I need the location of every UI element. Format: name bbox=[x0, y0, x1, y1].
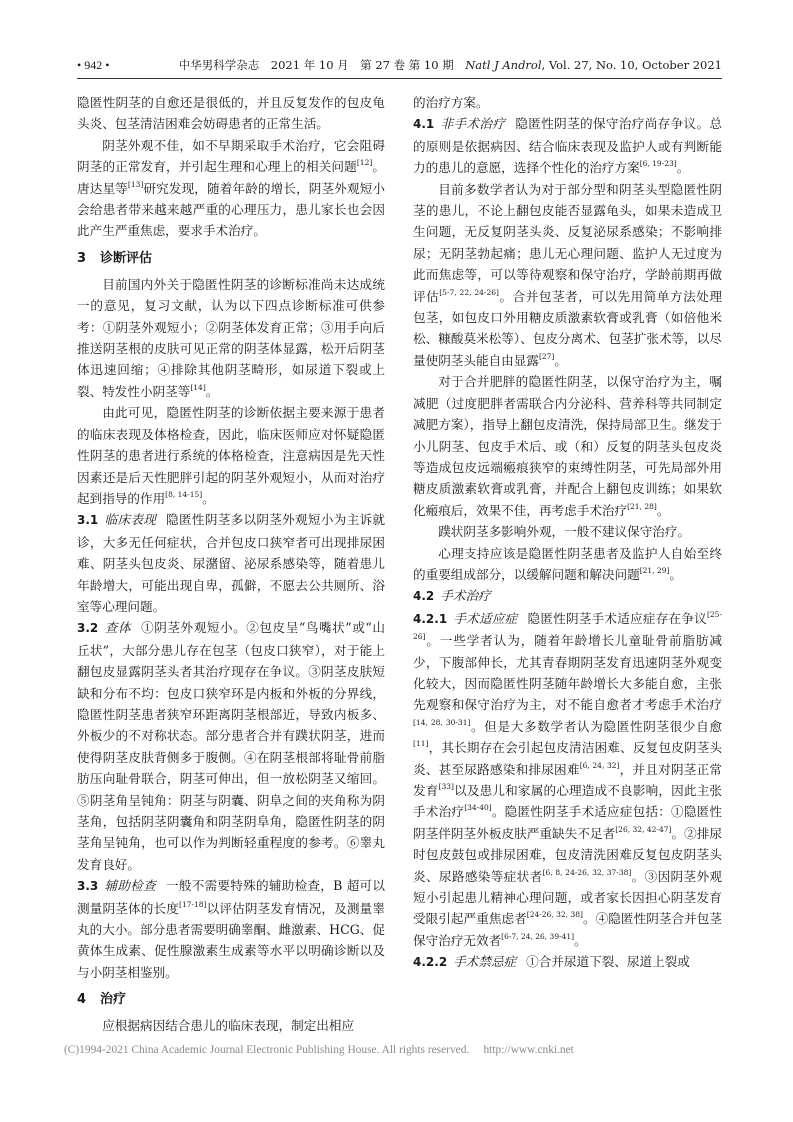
journal-info bbox=[179, 54, 722, 76]
copyright-footer: (C)1994-2021 China Academic Journal Electronic Publishing House. All rights reserved. http://www.cnki.net bbox=[64, 1044, 574, 1056]
subsection-paragraph: 4.1 非手术治疗 隐匿性阴茎的保守治疗尚存争议。总的原则是依据病因、结合临床表现及监护人或有判断能力的患儿的意愿，选择个性化的治疗方案[6, 19-23]。 bbox=[413, 116, 723, 176]
subsection-title: 非手术治疗 bbox=[440, 116, 506, 132]
journal-en: Natl J Androl bbox=[465, 58, 542, 72]
citation: [12] bbox=[356, 158, 373, 168]
citation: [21, 29] bbox=[639, 565, 670, 575]
subsection-paragraph: 3.1 临床表现 隐匿性阴茎多以阴茎外观短小为主诉就诊，大多无任何症状，合并包皮口狭窄者可出现排尿困难、阴茎头包皮炎、尿潴留、泌尿系感染等，随着患儿年龄增大，可能出现自卑，孤僻，不愿去公共厕所、浴室等心理问题。 bbox=[77, 512, 386, 614]
citation: [21, 28] bbox=[627, 501, 657, 511]
subsection-paragraph: 3.3 辅助检查 一般不需要特殊的辅助检查，B 超可以测量阴茎体的长度[17-18]以评估阴茎发育情况，及测量睾丸的大小。部分患者需要明确睾酮、雌激素、HCG、促黄体生成素、促性腺激素生成素等水平以明确诊断以及与小阴茎相鉴别。 bbox=[77, 878, 386, 980]
paragraph: 目前多数学者认为对于部分型和阴茎头型隐匿性阴茎的患儿，不论上翻包皮能否显露龟头，如果未造成卫生问题，无反复阴茎头炎、反复泌尿系感染；不影响排尿；无阴茎勃起痛；患儿无心理问题、监护人无过度为此而焦虑等，可以等待观察和保守治疗，学龄前期再做评估[5-7, 22, 24-26]。合并包茎者，可以先用简单方法处理包茎，如包皮口外用糖皮质激素软膏或乳膏（如倍他米松、糠酸莫米松等）、包皮分离术、包茎扩张术等，以尽量使阴茎头能自由显露[27]。 bbox=[413, 181, 722, 368]
paragraph: 应根据病因结合患儿的临床表现，制定出相应 bbox=[102, 1018, 355, 1034]
paragraph: 由此可见，隐匿性阴茎的诊断依据主要来源于患者的临床表现及体格检查，因此，临床医师应对怀疑隐匿性阴茎的患者进行系统的体格检查，注意病因是先天性因素还是后天性肥胖引起的阴茎外观短小，从而对治疗起到指导的作用[8, 14-15]。 bbox=[77, 405, 385, 506]
citation: [8, 14-15] bbox=[165, 489, 203, 499]
journal-volume: , Vol. 27, No. 10, October 2021 bbox=[541, 58, 722, 72]
citation: [11] bbox=[413, 739, 429, 749]
subsection-paragraph: 3.2 查体 ①阴茎外观短小。②包皮呈“鸟嘴状”或“山丘状”，大部分患儿存在包茎（包皮口狭窄），对于能上翻包皮显露阴茎头者其治疗现存在争议。③阴茎皮肤短缺和分布不均：包皮口狭窄环是内板和外板的分界线，隐匿性阴茎患者狭窄环距离阴茎根部近，导致内板多、外板少的不对称状态。部分患者合并有蹼状阴茎，进而使得阴茎皮肤背侧多于腹侧。④在阴茎根部将耻骨前脂肪压向耻骨联合，阴茎可伸出，但一放松阴茎又缩回。⑤阴茎角呈钝角：阴茎与阴囊、阴阜之间的夹角称为阴茎角，包括阴茎阴囊角和阴茎阴阜角，隐匿性阴茎的阴茎角呈钝角，也可以作为判断轻重程度的参考。⑥睾丸发育良好。 bbox=[77, 620, 385, 872]
citation: [13] bbox=[127, 179, 144, 189]
citation: [24-26, 32, 38] bbox=[526, 910, 583, 920]
paragraph: 阴茎外观不佳，如不早期采取手术治疗，它会阻碍阴茎的正常发育，并引起生理和心理上的相关问题[12]。唐达星等[13]研究发现，随着年龄的增长，阴茎外观短小会给患者带来越来越严重的心理压力，患儿家长也会因此产生严重焦虑，要求手术治疗。 bbox=[77, 137, 386, 239]
citation: [33] bbox=[438, 782, 454, 791]
subsection-paragraph: 4.2.1 手术适应症 隐匿性阴茎手术适应症存在争议[25-26]。一些学者认为，随着年龄增长儿童耻骨前脂肪减少，下腹部伸长，尤其青春期阴茎发育迅速阴茎外观变化较大，因而隐匿性阴茎随年龄增长大多能自愈，主张先观察和保守治疗为主，对不能自愈者才考虑手术治疗[14, 28, 30-31]。但是大多数学者认为隐匿性阴茎很少自愈[11]，其长期存在会引起包皮清洁困难、反复包皮阴茎头炎、甚至尿路感染和排尿困难[6, 24, 32]，并且对阴茎正常发育[33]以及患儿和家属的心理造成不良影响，因此主张手术治疗[34-40]。隐匿性阴茎手术适应症包括：①隐匿性阴茎伴阴茎外板皮肤严重缺失不足者[26, 32, 42-47]。②排尿时包皮鼓包或排尿困难，包皮清洗困难反复包皮阴茎头炎、尿路感染等症状者[6, 8, 24-26, 32, 37-38]。③因阴茎外观短小引起患儿精神心理问题，或者家长因担心阴茎发育受限引起严重焦虑者[24-26, 32, 38]。④隐匿性阴茎合并包茎保守治疗无效者[6-7, 24, 26, 39-41]。 bbox=[413, 609, 723, 948]
subsection-paragraph: 4.2.2 手术禁忌症 ①合并尿道下裂、尿道上裂或 bbox=[413, 954, 690, 970]
subsection-title: 临床表现 bbox=[104, 512, 157, 528]
subsection-title: 手术治疗 bbox=[440, 588, 491, 604]
paragraph: 的治疗方案。 bbox=[413, 95, 489, 110]
header-rule bbox=[77, 78, 722, 79]
subsection-title: 辅助检查 bbox=[104, 878, 156, 894]
citation: [34-40] bbox=[464, 803, 492, 813]
citation: [25-26] bbox=[413, 609, 722, 642]
page-header bbox=[77, 54, 722, 76]
citation: [26, 32, 42-47] bbox=[615, 824, 672, 834]
citation: [6, 8, 24-26, 32, 37-38] bbox=[542, 867, 632, 877]
citation: [6, 24, 32] bbox=[579, 760, 620, 770]
citation: [5-7, 22, 24-26] bbox=[439, 287, 499, 297]
citation: [14, 28, 30-31] bbox=[413, 717, 471, 727]
section-heading: 3 诊断评估 bbox=[77, 250, 153, 266]
citation: [6-7, 24, 26, 39-41] bbox=[501, 931, 575, 941]
citation: [6, 19-23] bbox=[639, 159, 677, 169]
section-heading: 4 治疗 bbox=[77, 992, 127, 1008]
subsection-title: 手术禁忌症 bbox=[453, 954, 517, 970]
right-column bbox=[413, 92, 722, 974]
paragraph: 心理支持应该是隐匿性阴茎患者及监护人自始至终的重要组成部分，以缓解问题和解决问题[21, 29]。 bbox=[413, 545, 722, 582]
citation: [14] bbox=[190, 382, 206, 392]
citation: [27] bbox=[538, 351, 555, 361]
subsection-heading: 4.2 手术治疗 bbox=[413, 588, 491, 604]
page-number: • 942 • bbox=[77, 58, 110, 72]
journal-cn: 中华男科学杂志 2021 年 10 月 第 27 卷 第 10 期 bbox=[178, 58, 466, 72]
paragraph: 目前国内外关于隐匿性阴茎的诊断标准尚未达成统一的意见，复习文献，认为以下四点诊断标准可供参考：①阴茎外观短小；②阴茎体发育正常；③用手向后推送阴茎根的皮肤可见正常的阴茎体显露，松开后阴茎体迅速回缩；④排除其他阴茎畸形，如尿道下裂或上裂、特发性小阴茎等[14]。 bbox=[77, 276, 385, 399]
left-column bbox=[77, 92, 385, 1037]
paragraph: 对于合并肥胖的隐匿性阴茎，以保守治疗为主，嘱减肥（过度肥胖者需联合内分泌科、营养科等共同制定减肥方案），指导上翻包皮清洗，保持局部卫生。继发于小儿阴茎、包皮手术后、或（和）反复的阴茎头包皮炎等造成包皮远端瘢痕狭窄的束缚性阴茎，可先局部外用糖皮质激素软膏或乳膏，并配合上翻包皮训练；如果软化瘢痕后，效果不佳，再考虑手术治疗[21, 28]。 bbox=[413, 374, 722, 518]
paragraph: 隐匿性阴茎的自愈还是很低的，并且反复发作的包皮龟头炎、包茎清洁困难会妨碍患者的正常生活。 bbox=[77, 95, 385, 132]
subsection-title: 查体 bbox=[104, 620, 132, 636]
citation: [17-18] bbox=[179, 899, 207, 909]
paragraph: 蹼状阴茎多影响外观，一般不建议保守治疗。 bbox=[438, 524, 691, 540]
subsection-title: 手术适应症 bbox=[453, 610, 518, 626]
